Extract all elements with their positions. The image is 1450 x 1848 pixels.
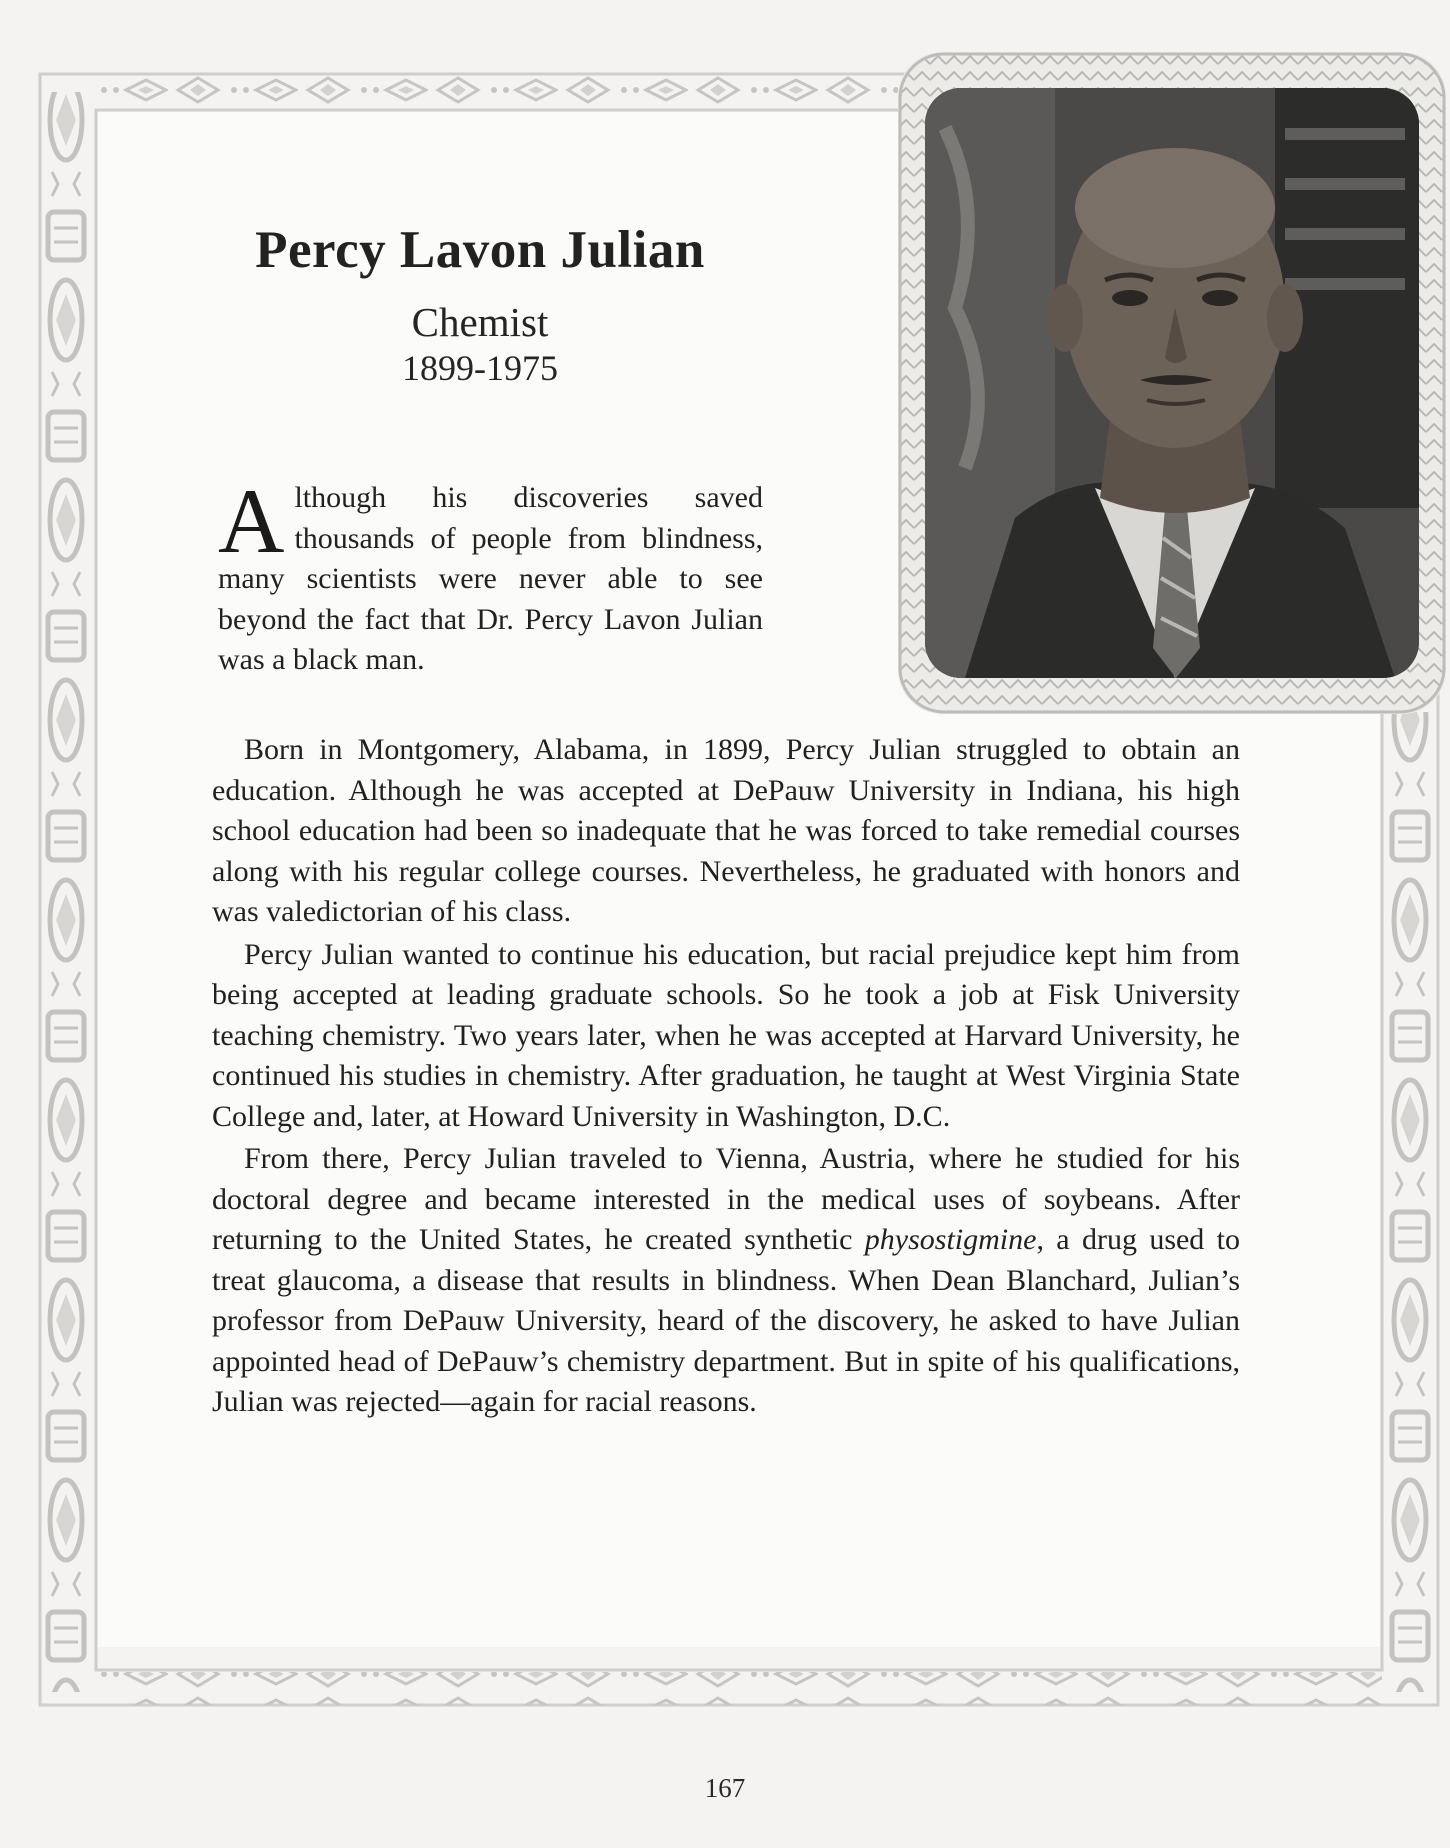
portrait-photo: [925, 88, 1419, 678]
paragraph-education: Born in Montgomery, Alabama, in 1899, Percy Julian struggled to obtain an education. Although he was accepted at DePauw University in Indiana, his high school education had been so inadequate that he was forced to take remedial courses along with his regular college courses. Nevertheless, he graduated with honors and was valedictorian of his class.: [212, 733, 1240, 928]
life-years: 1899-1975: [402, 348, 558, 388]
physostigmine-term: physostigmine: [864, 1223, 1037, 1256]
paragraph-graduate-studies: Percy Julian wanted to continue his education, but racial prejudice kept him from being accepted at leading graduate schools. So he took a job at Fisk University teaching chemistry. Two years later, when he was accepted at Harvard University, he continued his studies in chemistry. After graduation, he taught at West Virginia State College and, later, at Howard University in Washington, D.C.: [212, 937, 1240, 1133]
paragraph-vienna-part1: From there, Percy Julian traveled to Vienna, Austria, where he studied for his doctoral degree and became interested in the medical uses of soybeans. After returning to the United States, he created synthetic: [212, 1142, 1240, 1256]
portrait-icon: [925, 88, 1419, 678]
page-number: 167: [704, 1773, 746, 1803]
page-title: Percy Lavon Julian: [255, 221, 705, 279]
occupation-subtitle: Chemist: [411, 299, 549, 345]
paragraph-vienna-part2: , a drug used to treat glaucoma, a disease that results in blindness. When Dean Blanchard, Julian’s professor from DePauw University, heard of the discovery, he asked to have Julian appointed head of DePauw’s chemistry department. But in spite of his qualifications, Julian was rejected—again for racial reasons.: [212, 1223, 1240, 1418]
drop-cap: A: [218, 470, 285, 572]
intro-paragraph: [218, 470, 763, 681]
intro-text: lthough his discoveries saved thousands of people from blindness, many scientists were never able to see beyond the fact that Dr. Percy Lavon Julian was a black man.: [218, 481, 763, 676]
article-body: [212, 730, 1240, 1425]
paragraph-vienna: [212, 1139, 1240, 1423]
